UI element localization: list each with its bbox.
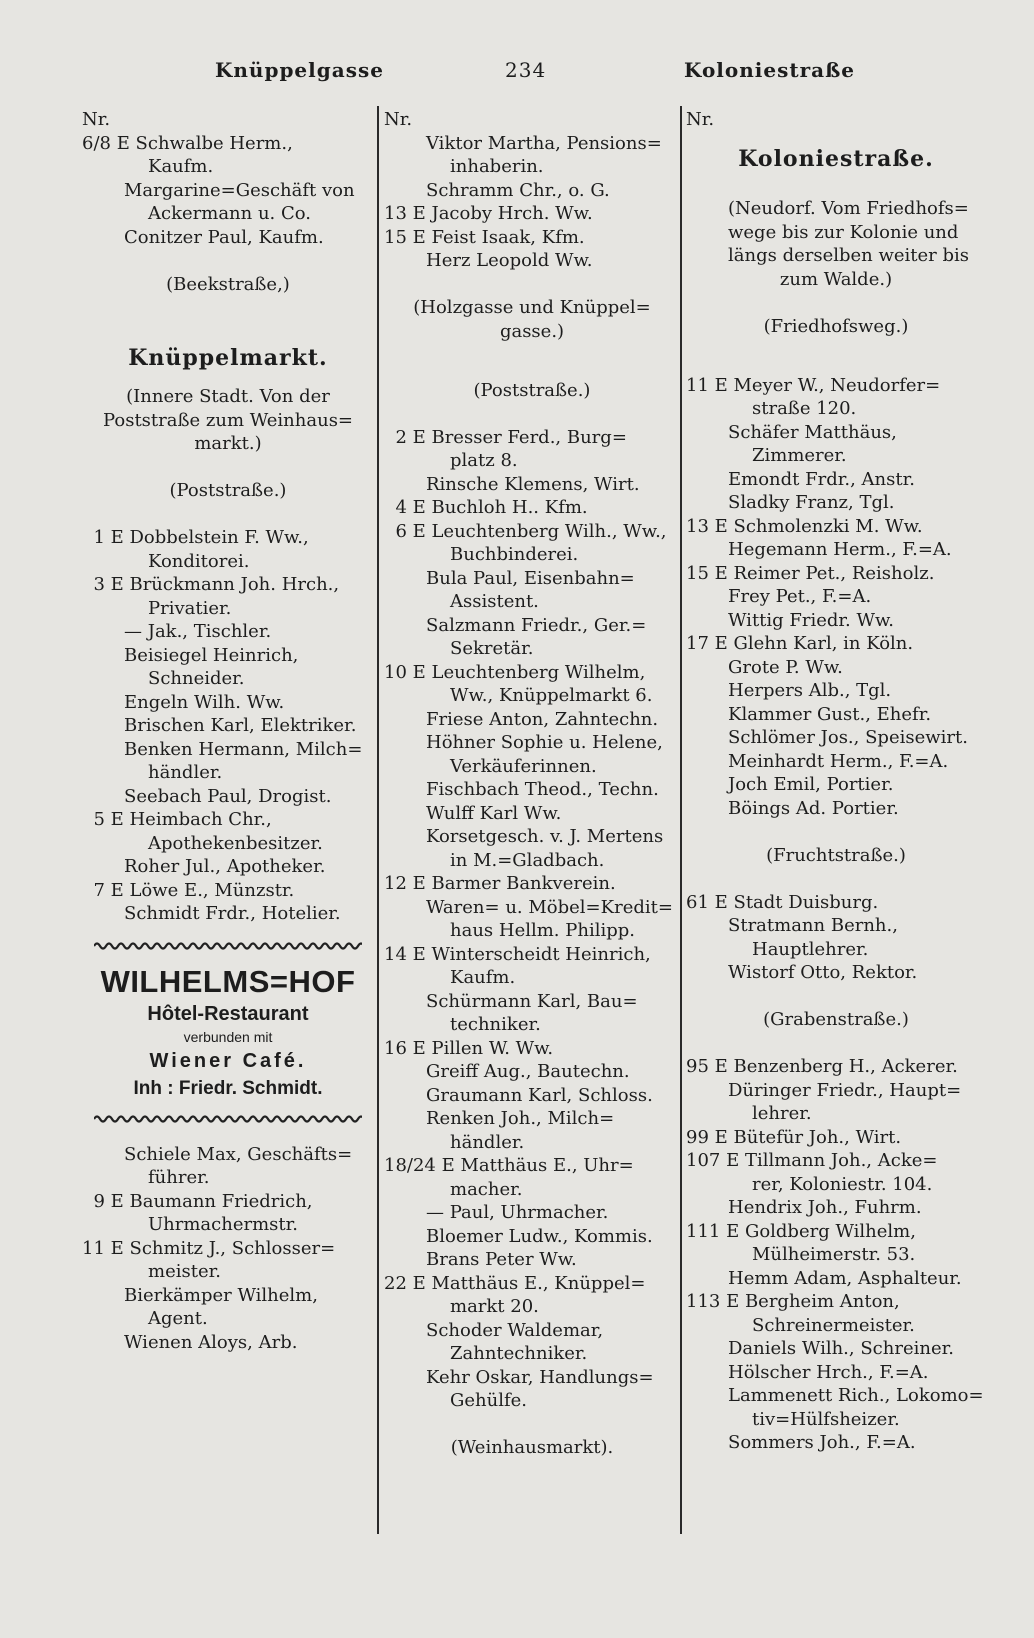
street-note: (Poststraße.) [473,379,591,401]
resident-entry: Wienen Aloys, Arb. [124,1331,298,1353]
spacer [82,296,374,320]
entry-continuation: tiv=Hülfsheizer. [752,1408,900,1430]
street-note: (Holzgasse und Knüppel= [413,297,651,318]
spacer [384,273,680,297]
ad-hotel-name: WILHELMS=HOF [100,964,356,999]
house-entry: 9 E Baumann Friedrich, [82,1190,313,1212]
entry-continuation: Kaufm. [450,967,516,988]
resident-entry: Conitzer Paul, Kaufm. [124,226,324,248]
resident-entry: Graumann Karl, Schloss. [426,1084,653,1106]
resident-entry: Beisiegel Heinrich, [124,644,299,666]
column-left [82,108,374,1354]
house-entry: 4 E Buchloh H.. Kfm. [384,497,588,518]
entry-continuation: techniker. [450,1014,541,1035]
spacer [686,985,986,1009]
street-note: (Grabenstraße.) [763,1009,909,1030]
resident-entry: Hegemann Herm., F.=A. [728,539,952,560]
street-note: (Fruchtstraße.) [766,844,906,866]
spacer [82,503,374,527]
street-note: Poststraße zum Weinhaus= [102,409,354,431]
resident-entry: Stratmann Bernh., [728,915,898,936]
entry-continuation: händler. [148,762,223,783]
spacer [686,1032,986,1056]
entry-continuation: Apothekenbesitzer. [148,832,323,854]
resident-entry: Böings Ad. Portier. [728,797,899,819]
entry-continuation: lehrer. [752,1103,812,1124]
entry-continuation: Mülheimerstr. 53. [752,1244,916,1265]
resident-entry: Seebach Paul, Drogist. [124,785,332,807]
house-entry: 15 E Reimer Pet., Reisholz. [686,562,935,584]
entry-continuation: macher. [450,1178,523,1200]
resident-entry: Waren= u. Möbel=Kredit= [426,896,673,918]
entry-continuation: haus Hellm. Philipp. [450,920,635,941]
number-column-label: Nr. [82,109,111,130]
ad-subtitle: Hôtel-Restaurant [147,1003,309,1025]
resident-entry: Schürmann Karl, Bau= [426,990,638,1012]
resident-entry: Korsetgesch. v. J. Mertens [426,826,664,847]
house-entry: 61 E Stadt Duisburg. [686,891,879,913]
entry-continuation: Privatier. [148,597,232,619]
hotel-advertisement [82,936,374,1133]
street-note: gasse.) [499,320,565,342]
spacer [686,174,986,198]
resident-entry: Höhner Sophie u. Helene, [426,732,663,753]
resident-entry: Schlömer Jos., Speisewirt. [728,727,968,748]
resident-entry: Fischbach Theod., Techn. [426,779,659,800]
entry-continuation: in M.=Gladbach. [450,849,605,871]
house-entry: 11 E Schmitz J., Schlosser= [82,1237,336,1259]
spacer [82,320,374,344]
house-entry: 11 E Meyer W., Neudorfer= [686,374,941,396]
resident-entry: Hölscher Hrch., F.=A. [728,1361,929,1383]
entry-continuation: Ackermann u. Co. [148,203,312,224]
resident-entry: Margarine=Geschäft von [124,179,355,201]
resident-entry: Kehr Oskar, Handlungs= [426,1366,654,1388]
house-entry: 12 E Barmer Bankverein. [384,873,616,894]
resident-entry: Rinsche Klemens, Wirt. [426,473,640,495]
resident-entry: Schmidt Frdr., Hotelier. [124,903,341,924]
resident-entry: Brans Peter Ww. [426,1249,577,1270]
entry-continuation: Gehülfe. [450,1390,528,1411]
house-entry: 15 E Feist Isaak, Kfm. [384,226,585,248]
resident-entry: (Neudorf. Vom Friedhofs= [728,198,969,219]
street-note: zum Walde.) [779,268,893,290]
resident-entry: Sommers Joh., F.=A. [728,1432,916,1453]
entry-continuation: Buchbinderei. [450,544,579,565]
resident-entry: Bula Paul, Eisenbahn= [426,567,635,589]
resident-entry: Klammer Gust., Ehefr. [728,703,932,725]
entry-continuation: Uhrmachermstr. [148,1214,298,1235]
entry-continuation: Zahntechniker. [450,1343,588,1364]
house-entry: 22 E Matthäus E., Knüppel= [384,1272,646,1294]
column-middle [384,108,680,1460]
resident-entry: Renken Joh., Milch= [426,1108,615,1129]
spacer [384,367,680,379]
page-number: 234 [505,58,547,82]
resident-entry: — Jak., Tischler. [124,621,272,642]
resident-entry: Lammenett Rich., Lokomo= [728,1385,984,1406]
resident-entry: Düringer Friedr., Haupt= [728,1079,962,1101]
street-note: (Innere Stadt. Von der [126,386,330,407]
resident-entry: Frey Pet., F.=A. [728,586,872,607]
house-entry: 99 E Bütefür Joh., Wirt. [686,1126,902,1148]
street-heading: Koloniestraße. [738,145,934,172]
house-entry: 5 E Heimbach Chr., [82,809,272,830]
ad-cafe: Wiener Café. [149,1050,307,1072]
house-entry: 13 E Jacoby Hrch. Ww. [384,203,593,224]
resident-entry: Grote P. Ww. [728,656,843,678]
house-entry: 16 E Pillen W. Ww. [384,1037,554,1059]
entry-continuation: Assistent. [450,591,539,612]
house-entry: 6/8 E Schwalbe Herm., [82,132,293,154]
spacer [82,373,374,385]
resident-entry: Joch Emil, Portier. [728,774,894,795]
column-right [686,108,986,1455]
resident-entry: Bierkämper Wilhelm, [124,1284,318,1306]
header-right-street: Koloniestraße [684,58,855,82]
resident-entry: Viktor Martha, Pensions= [426,132,662,154]
resident-entry: Hemm Adam, Asphalteur. [728,1267,962,1289]
street-note: (Weinhausmarkt). [450,1437,614,1458]
entry-continuation: Verkäuferinnen. [450,755,597,777]
house-entry: 1 E Dobbelstein F. Ww., [82,527,309,548]
resident-entry: Hendrix Joh., Fuhrm. [728,1197,922,1218]
resident-entry: Engeln Wilh. Ww. [124,691,285,713]
house-entry: 2 E Bresser Ferd., Burg= [384,426,627,448]
resident-entry: Emondt Frdr., Anstr. [728,468,915,490]
street-note: (Poststraße.) [169,480,287,501]
entry-continuation: Konditorei. [148,550,250,572]
resident-entry: Schäfer Matthäus, [728,421,897,443]
spacer [686,362,986,374]
entry-continuation: Schneider. [148,668,245,689]
house-entry: 95 E Benzenberg H., Ackerer. [686,1056,958,1077]
entry-continuation: Schreinermeister. [752,1314,915,1336]
house-entry: 7 E Löwe E., Münzstr. [82,879,295,901]
resident-entry: Wistorf Otto, Rektor. [728,962,918,983]
resident-entry: Bloemer Ludw., Kommis. [426,1225,653,1247]
house-entry: 113 E Bergheim Anton, [686,1291,900,1312]
resident-entry: Sladky Franz, Tgl. [728,492,895,513]
house-entry: 111 E Goldberg Wilhelm, [686,1220,916,1242]
spacer [82,456,374,480]
ad-ornament-rule [94,1112,362,1126]
resident-entry: Benken Hermann, Milch= [124,738,363,760]
resident-entry: längs derselben weiter bis [728,245,970,266]
house-entry: 18/24 E Matthäus E., Uhr= [384,1155,634,1176]
spacer [686,132,986,144]
resident-entry: Meinhardt Herm., F.=A. [728,750,949,772]
resident-entry: Friese Anton, Zahntechn. [426,708,659,730]
ad-ornament-rule [94,939,362,953]
spacer [686,291,986,315]
street-heading: Knüppelmarkt. [128,345,328,371]
spacer [82,249,374,273]
resident-entry: Schoder Waldemar, [426,1319,604,1341]
entry-continuation: Zimmerer. [752,445,847,466]
spacer [384,1413,680,1437]
house-entry: 17 E Glehn Karl, in Köln. [686,633,914,654]
resident-entry: — Paul, Uhrmacher. [426,1202,609,1223]
house-entry: 3 E Brückmann Joh. Hrch., [82,574,340,595]
resident-entry: Roher Jul., Apotheker. [124,856,326,877]
street-note: (Beekstraße,) [166,273,290,295]
column-divider-2b [680,400,682,1534]
entry-continuation: Hauptlehrer. [752,938,869,960]
column-divider-1 [377,106,379,1534]
resident-entry: Brischen Karl, Elektriker. [124,715,357,736]
house-entry: 13 E Schmolenzki M. Ww. [686,515,923,537]
street-note: (Friedhofsweg.) [763,315,909,337]
entry-continuation: meister. [148,1261,221,1282]
entry-continuation: inhaberin. [450,156,544,177]
entry-continuation: Sekretär. [450,638,534,659]
house-entry: 10 E Leuchtenberg Wilhelm, [384,661,646,683]
spacer [384,343,680,367]
spacer [686,867,986,891]
house-entry: 14 E Winterscheidt Heinrich, [384,943,651,965]
resident-entry: Wittig Friedr. Ww. [728,609,894,631]
number-column-label: Nr. [384,109,413,130]
resident-entry: Schiele Max, Geschäfts= [124,1143,353,1165]
resident-entry: Wulff Karl Ww. [426,802,562,824]
house-entry: 6 E Leuchtenberg Wilh., Ww., [384,520,667,542]
street-note: markt.) [194,433,262,454]
spacer [686,338,986,362]
entry-continuation: platz 8. [450,450,518,471]
resident-entry: Herz Leopold Ww. [426,250,593,271]
spacer [686,820,986,844]
resident-entry: Schramm Chr., o. G. [426,179,610,201]
entry-continuation: händler. [450,1131,525,1153]
column-divider-2a [680,106,682,400]
ad-connector: verbunden mit [183,1029,273,1045]
ad-proprietor: Inh : Friedr. Schmidt. [133,1078,323,1099]
entry-continuation: führer. [148,1167,210,1188]
entry-continuation: markt 20. [450,1296,539,1317]
resident-entry: Herpers Alb., Tgl. [728,680,892,701]
entry-continuation: Ww., Knüppelmarkt 6. [450,685,653,706]
entry-continuation: Agent. [148,1308,208,1329]
resident-entry: wege bis zur Kolonie und [728,221,959,243]
header-left-street: Knüppelgasse [215,58,384,82]
number-column-label: Nr. [686,109,715,130]
resident-entry: Daniels Wilh., Schreiner. [728,1338,954,1359]
entry-continuation: rer, Koloniestr. 104. [752,1173,933,1195]
resident-entry: Salzmann Friedr., Ger.= [426,614,647,636]
resident-entry: Greiff Aug., Bautechn. [426,1061,630,1082]
house-entry: 107 E Tillmann Joh., Acke= [686,1150,938,1171]
entry-continuation: Kaufm. [148,156,214,177]
entry-continuation: straße 120. [752,398,857,419]
spacer [384,402,680,426]
